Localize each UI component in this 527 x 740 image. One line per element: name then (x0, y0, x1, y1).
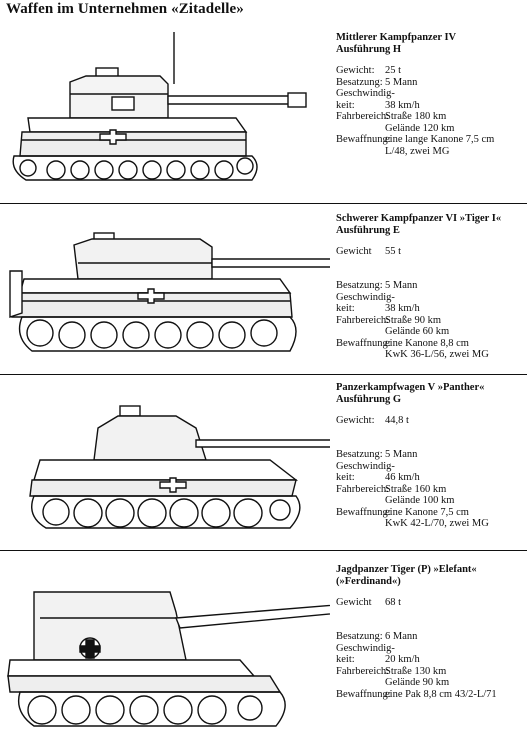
spec-key: Besatzung: (336, 76, 383, 88)
spec-panel (336, 32, 495, 157)
spec-value: 5 Mann (385, 76, 418, 88)
spec-key: Gewicht (336, 246, 372, 257)
spec-key: Besatzung: (336, 631, 383, 642)
spec-value: 44,8 t (385, 415, 409, 426)
spec-value: Straße 180 km Gelände 120 km (385, 111, 455, 134)
panzer-iv-illustration (0, 22, 330, 202)
spec-panel (336, 382, 489, 529)
section-divider (0, 550, 527, 551)
spec-key: Geschwindig- keit: (336, 460, 395, 483)
spec-value: 5 Mann (385, 449, 418, 460)
spec-key: Besatzung: (336, 280, 383, 291)
spec-value: 46 km/h (385, 472, 420, 483)
spec-value: eine lange Kanone 7,5 cm L/48, zwei MG (385, 134, 495, 157)
spec-value: 6 Mann (385, 631, 418, 642)
spec-value: 38 km/h (385, 303, 420, 314)
vehicle-name: Panzerkampfwagen V »Panther« Ausführung G (336, 382, 485, 405)
spec-value: eine Kanone 8,8 cm KwK 36-L/56, zwei MG (385, 337, 489, 360)
spec-key: Fahrbereich: (336, 314, 390, 326)
spec-key: Geschwindig- keit: (336, 88, 395, 111)
tiger-illustration (0, 205, 330, 370)
vehicle-name: Jagdpanzer Tiger (P) »Elefant« (»Ferdinand«) (336, 564, 477, 587)
spec-value: 68 t (385, 597, 402, 608)
spec-key: Bewaffnung: (336, 506, 391, 518)
spec-value: eine Pak 8,8 cm 43/2-L/71 (385, 688, 497, 700)
spec-key: Geschwindig- keit: (336, 642, 395, 665)
section-divider (0, 374, 527, 375)
spec-value: Straße 160 km Gelände 100 km (385, 483, 455, 506)
vehicle-section-elefant (0, 552, 527, 740)
spec-key: Bewaffnung: (336, 134, 391, 145)
spec-key: Bewaffnung: (336, 337, 391, 349)
spec-value: eine Kanone 7,5 cm KwK 42-L/70, zwei MG (385, 506, 489, 529)
spec-value: 25 t (385, 65, 402, 76)
spec-value: 20 km/h (385, 654, 420, 665)
spec-value: Straße 130 km Gelände 90 km (385, 665, 450, 688)
spec-key: Gewicht: (336, 415, 375, 426)
spec-key: Bewaffnung: (336, 688, 391, 700)
spec-panel (336, 564, 497, 700)
spec-value: 38 km/h (385, 99, 420, 111)
elefant-illustration (0, 552, 330, 740)
vehicle-section-panther (0, 376, 527, 546)
spec-key: Fahrbereich: (336, 665, 390, 677)
spec-key: Gewicht (336, 597, 372, 608)
page-title: Waffen im Unternehmen «Zitadelle» (6, 1, 244, 17)
spec-value: 55 t (385, 246, 402, 257)
spec-key: Gewicht: (336, 65, 375, 76)
vehicle-section-tiger (0, 205, 527, 370)
vehicle-section-panzer-iv (0, 22, 527, 202)
spec-key: Fahrbereich: (336, 111, 390, 122)
panther-illustration (0, 376, 330, 546)
spec-key: Besatzung: (336, 449, 383, 460)
spec-value: Straße 90 km Gelände 60 km (385, 314, 450, 337)
vehicle-name: Schwerer Kampfpanzer VI »Tiger I« Ausführung E (336, 213, 502, 236)
spec-value: 5 Mann (385, 280, 418, 291)
section-divider (0, 203, 527, 204)
spec-panel (336, 213, 502, 360)
spec-key: Geschwindig- keit: (336, 291, 395, 314)
spec-key: Fahrbereich: (336, 483, 390, 495)
vehicle-name: Mittlerer Kampfpanzer IV Ausführung H (336, 32, 457, 55)
